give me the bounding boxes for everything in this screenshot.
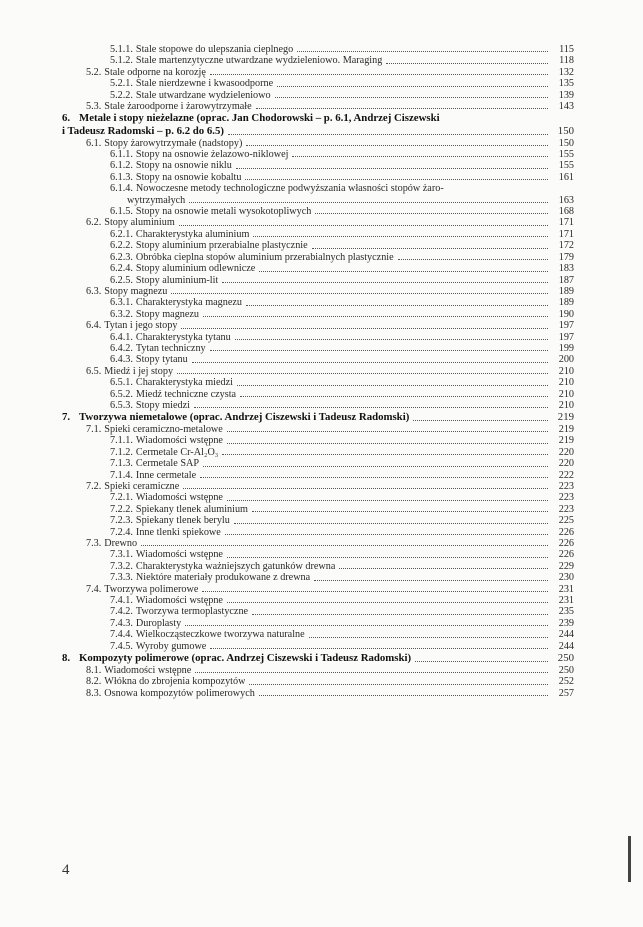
toc-entry (62, 252, 574, 263)
toc-entry-number: 6.4. (86, 320, 102, 332)
toc-entry (62, 229, 574, 240)
toc-entry-number: 6.2.4. (110, 263, 133, 275)
toc-entry-title: Stale martenzytyczne utwardzane wydzieleniowo. Maraging (135, 55, 383, 67)
toc-entry-page: 171 (558, 228, 574, 240)
toc-entry-number: 7.4.2. (110, 606, 133, 618)
toc-entry-number: 6.1.2. (110, 160, 133, 172)
toc-entry-title: Stopy tytanu (135, 354, 188, 366)
toc-entry (62, 595, 574, 606)
toc-entry (62, 320, 574, 331)
toc-entry-number: 6.2.2. (110, 240, 133, 252)
toc-entry-page: 244 (558, 640, 574, 652)
dot-leader (240, 395, 548, 397)
toc-entry (62, 424, 574, 435)
toc-entry (62, 549, 574, 560)
toc-entry-number: 7.4.3. (110, 617, 133, 629)
toc-entry-title: Stopy żarowytrzymałe (nadstopy) (104, 137, 243, 149)
toc-entry-title: Stopy na osnowie niklu (135, 160, 232, 172)
toc-entry (62, 309, 574, 320)
page-number: 4 (62, 862, 70, 878)
dot-leader (227, 430, 548, 432)
toc-entry-page: 155 (558, 160, 574, 172)
toc-entry-number: 6.5.2. (110, 388, 133, 400)
dot-leader (210, 73, 548, 75)
toc-entry-page: 150 (558, 137, 574, 149)
toc-entry-number: 7.3. (86, 538, 102, 550)
table-of-contents (62, 44, 574, 699)
toc-entry (62, 275, 574, 286)
toc-entry-page: 220 (558, 458, 574, 470)
toc-entry-page: 219 (557, 411, 574, 424)
toc-entry-title: Stopy na osnowie żelazowo-niklowej (135, 149, 289, 161)
toc-chapter (62, 112, 574, 137)
toc-entry-title: Tworzywa niemetalowe (oprac. Andrzej Ciszewski i Tadeusz Radomski) (79, 411, 410, 424)
toc-entry (62, 676, 574, 687)
toc-entry (62, 688, 574, 699)
dot-leader (194, 406, 548, 408)
toc-entry-page: 210 (558, 377, 574, 389)
toc-entry-number: 5.2.1. (110, 78, 133, 90)
dot-leader (256, 107, 548, 109)
toc-entry-title: Stale utwardzane wydzieleniowo (135, 89, 271, 101)
toc-entry (62, 343, 574, 354)
dot-leader (415, 660, 548, 662)
toc-entry-title: Osnowa kompozytów polimerowych (104, 687, 255, 699)
dot-leader (210, 349, 548, 351)
dot-leader (203, 315, 548, 317)
toc-entry-page: 155 (558, 149, 574, 161)
toc-entry-page: 183 (558, 263, 574, 275)
toc-entry-page: 197 (558, 331, 574, 343)
dot-leader (189, 201, 548, 203)
toc-entry-page: 250 (557, 652, 574, 665)
toc-entry-page: 225 (558, 515, 574, 527)
toc-entry (62, 447, 574, 458)
toc-entry-title: Charakterystyka tytanu (135, 331, 231, 343)
dot-leader (259, 270, 548, 272)
toc-entry-number: 6.5.3. (110, 399, 133, 411)
toc-entry-title: Spieki ceramiczno-metalowe (104, 423, 223, 435)
toc-entry-number: 8.3. (86, 687, 102, 699)
toc-entry (62, 400, 574, 411)
dot-leader (225, 533, 548, 535)
dot-leader (312, 247, 548, 249)
toc-entry-title: Spieki ceramiczne (104, 481, 180, 492)
toc-entry-title: Inne tlenki spiekowe (135, 526, 221, 538)
toc-entry-number: 6.1.4. (110, 183, 133, 195)
toc-entry-page: 223 (558, 481, 574, 492)
dot-leader (210, 647, 548, 649)
toc-entry-title: Tworzywa polimerowe (104, 583, 199, 595)
toc-entry-page: 163 (558, 194, 574, 206)
toc-entry-title: Stale żaroodporne i żarowytrzymałe (104, 101, 252, 113)
dot-leader (227, 601, 548, 603)
toc-entry (62, 149, 574, 160)
toc-entry-title: Kompozyty polimerowe (oprac. Andrzej Ciszewski i Tadeusz Radomski) (79, 652, 412, 665)
toc-entry-page: 222 (558, 469, 574, 481)
toc-entry-title: Stopy aluminium-lit (135, 274, 219, 286)
toc-entry-title: Inne cermetale (135, 469, 197, 481)
dot-leader (235, 338, 548, 340)
toc-entry (62, 101, 574, 112)
toc-entry-number: 7.2.1. (110, 492, 133, 504)
toc-entry-number: 7.2.4. (110, 526, 133, 538)
toc-entry (62, 641, 574, 652)
toc-entry-title: Spiekany tlenek aluminium (135, 503, 248, 515)
dot-leader (398, 258, 548, 260)
toc-entry-title: Stopy magnezu (135, 308, 200, 320)
toc-entry-number: 6.3.1. (110, 297, 133, 309)
dot-leader (246, 144, 548, 146)
toc-entry-page: 179 (558, 251, 574, 263)
dot-leader (203, 465, 548, 467)
toc-entry-number: 6.1.1. (110, 149, 133, 161)
toc-entry-title: Wiadomości wstępne (135, 435, 223, 447)
toc-entry-page: 239 (558, 617, 574, 629)
toc-entry-number: 7.1.4. (110, 469, 133, 481)
dot-leader (297, 50, 548, 52)
toc-entry-page: 118 (559, 55, 574, 67)
toc-entry-number: 8. (62, 652, 71, 665)
toc-entry-number: 6.3. (86, 285, 102, 297)
toc-entry-page: 161 (558, 171, 574, 183)
toc-entry-number: 7.4. (86, 583, 102, 595)
scan-edge-mark (628, 836, 631, 882)
dot-leader (179, 224, 548, 226)
dot-leader (277, 85, 548, 87)
toc-entry-number: 7. (62, 411, 71, 424)
dot-leader (315, 212, 548, 214)
toc-entry (62, 78, 574, 89)
toc-entry (62, 183, 574, 206)
toc-entry-number: 6.2.5. (110, 274, 133, 286)
toc-entry-page: 219 (558, 423, 574, 435)
toc-entry-title: Tytan techniczny (135, 342, 206, 354)
toc-entry-title: Stopy na osnowie kobaltu (135, 171, 242, 183)
toc-entry-page: 115 (559, 44, 574, 55)
toc-entry-number: 6.5. (86, 365, 102, 377)
toc-entry-title: Miedź techniczne czysta (135, 388, 237, 400)
dot-leader (252, 613, 548, 615)
toc-entry-number: 7.2. (86, 481, 102, 492)
toc-entry-title: Spiekany tlenek berylu (135, 515, 230, 527)
toc-entry-number: 6.4.3. (110, 354, 133, 366)
dot-leader (275, 96, 548, 98)
toc-entry (62, 55, 574, 66)
dot-leader (222, 281, 548, 283)
toc-entry-page: 257 (558, 687, 574, 699)
toc-chapter (62, 652, 574, 665)
toc-entry-title: Wielkocząsteczkowe tworzywa naturalne (135, 629, 305, 641)
toc-entry-number: 7.4.4. (110, 629, 133, 641)
toc-entry-title: Wiadomości wstępne (135, 549, 223, 561)
toc-entry (62, 217, 574, 228)
toc-entry (62, 470, 574, 481)
toc-entry-title: Wyroby gumowe (135, 640, 207, 652)
toc-entry-title: Charakterystyka miedzi (135, 377, 233, 389)
dot-leader (386, 62, 548, 64)
toc-chapter (62, 411, 574, 424)
toc-entry-number: 7.2.2. (110, 503, 133, 515)
toc-entry-page: 223 (558, 492, 574, 504)
dot-leader (309, 636, 548, 638)
toc-entry-number: 5.1.1. (110, 44, 133, 55)
toc-entry-title: Duroplasty (135, 617, 182, 629)
toc-entry-number: 6.1. (86, 137, 102, 149)
toc-entry (62, 160, 574, 171)
toc-entry-page: 250 (558, 664, 574, 676)
toc-entry-page: 210 (558, 388, 574, 400)
toc-entry-page: 219 (558, 435, 574, 447)
toc-entry (62, 389, 574, 400)
dot-leader (259, 694, 548, 696)
toc-entry-page: 252 (558, 676, 574, 688)
toc-entry (62, 504, 574, 515)
toc-entry-page: 230 (558, 572, 574, 584)
toc-entry-title: Obróbka cieplna stopów aluminium przerabialnych plastycznie (135, 251, 394, 263)
toc-entry-page: 189 (558, 285, 574, 297)
toc-entry-page: 139 (558, 89, 574, 101)
toc-entry-number: 7.1. (86, 423, 102, 435)
toc-entry-page: 231 (558, 583, 574, 595)
dot-leader (141, 544, 548, 546)
toc-entry-number: 7.3.3. (110, 572, 133, 584)
toc-entry-page: 231 (558, 595, 574, 607)
dot-leader (249, 683, 548, 685)
toc-entry (62, 538, 574, 549)
toc-entry (62, 366, 574, 377)
toc-entry-page: 229 (558, 560, 574, 572)
dot-leader (227, 442, 548, 444)
toc-entry-number: 7.3.1. (110, 549, 133, 561)
dot-leader (171, 292, 548, 294)
toc-entry-page: 226 (558, 538, 574, 550)
toc-entry-number: 6.2.1. (110, 228, 133, 240)
toc-entry-title: Stale stopowe do ulepszania cieplnego (135, 44, 294, 55)
toc-entry (62, 377, 574, 388)
toc-entry-page: 235 (558, 606, 574, 618)
toc-entry-page: 172 (558, 240, 574, 252)
dot-leader (339, 567, 548, 569)
toc-entry-title: Stopy miedzi (135, 399, 190, 411)
toc-entry-title: Stale odporne na korozję (104, 66, 206, 78)
toc-entry-title: Charakterystyka aluminium (135, 228, 250, 240)
toc-entry-page: 168 (558, 206, 574, 218)
dot-leader (181, 327, 548, 329)
dot-leader (234, 522, 548, 524)
toc-entry-title: Drewno (104, 538, 138, 550)
toc-entry-number: 7.1.3. (110, 458, 133, 470)
toc-entry-number: 6.1.5. (110, 206, 133, 218)
toc-entry-title: Metale i stopy nieżelazne (oprac. Jan Chodorowski – p. 6.1, Andrzej Ciszewski (79, 112, 440, 125)
toc-entry (62, 629, 574, 640)
toc-entry-page: 220 (558, 446, 574, 458)
dot-leader (314, 579, 548, 581)
toc-entry-number: 6.5.1. (110, 377, 133, 389)
toc-entry-number: 7.1.1. (110, 435, 133, 447)
toc-entry-title: Cermetale SAP (135, 458, 200, 470)
toc-entry-page: 199 (558, 342, 574, 354)
toc-entry-title: Wiadomości wstępne (135, 492, 223, 504)
toc-entry-title: Włókna do zbrojenia kompozytów (104, 676, 246, 688)
toc-entry-number: 5.2. (86, 66, 102, 78)
toc-entry-number: 6.2. (86, 217, 102, 229)
dot-leader (195, 671, 548, 673)
dot-leader (185, 624, 548, 626)
dot-leader (252, 510, 548, 512)
toc-entry-page: 226 (558, 526, 574, 538)
toc-entry-page: 226 (558, 549, 574, 561)
toc-entry (62, 332, 574, 343)
toc-entry-number: 6.2.3. (110, 251, 133, 263)
toc-entry-title-continuation: wytrzymałych (127, 194, 186, 206)
toc-entry (62, 297, 574, 308)
dot-leader (228, 133, 548, 135)
toc-entry (62, 435, 574, 446)
toc-entry-number: 5.2.2. (110, 89, 133, 101)
toc-entry (62, 206, 574, 217)
toc-entry (62, 515, 574, 526)
dot-leader (192, 361, 548, 363)
dot-leader (236, 167, 548, 169)
toc-entry (62, 90, 574, 101)
toc-entry-title: Stopy na osnowie metali wysokotopliwych (135, 206, 312, 218)
toc-entry-number: 6.3.2. (110, 308, 133, 320)
toc-entry-number: 6.4.2. (110, 342, 133, 354)
toc-entry-title: Stale nierdzewne i kwasoodporne (135, 78, 274, 90)
toc-entry (62, 263, 574, 274)
toc-entry (62, 527, 574, 538)
toc-entry (62, 44, 574, 55)
toc-entry-page: 190 (558, 308, 574, 320)
toc-entry-page: 197 (558, 320, 574, 332)
toc-entry-title: Wiadomości wstępne (135, 595, 223, 607)
toc-entry-title: Tworzywa termoplastyczne (135, 606, 249, 618)
toc-entry (62, 286, 574, 297)
toc-entry-number: 7.4.1. (110, 595, 133, 607)
toc-entry-title: Niektóre materiały produkowane z drewna (135, 572, 311, 584)
dot-leader (292, 155, 548, 157)
toc-entry-page: 143 (558, 101, 574, 113)
toc-entry (62, 67, 574, 78)
toc-entry (62, 138, 574, 149)
dot-leader (245, 178, 548, 180)
toc-entry-page: 244 (558, 629, 574, 641)
toc-entry-title: Charakterystyka magnezu (135, 297, 243, 309)
toc-entry-page: 200 (558, 354, 574, 366)
toc-entry-number: 5.1.2. (110, 55, 133, 67)
toc-entry-number: 5.3. (86, 101, 102, 113)
toc-entry (62, 584, 574, 595)
toc-entry-title: Wiadomości wstępne (104, 664, 192, 676)
dot-leader (222, 453, 548, 455)
toc-entry (62, 492, 574, 503)
toc-entry (62, 618, 574, 629)
dot-leader (183, 487, 548, 489)
dot-leader (202, 590, 548, 592)
toc-entry-title: Nowoczesne metody technologiczne podwyższania własności stopów żaro- (135, 183, 444, 195)
toc-entry-page: 150 (557, 125, 574, 138)
toc-entry-title: Miedź i jej stopy (104, 365, 174, 377)
toc-entry (62, 172, 574, 183)
dot-leader (177, 372, 548, 374)
toc-entry-page: 210 (558, 365, 574, 377)
toc-entry (62, 606, 574, 617)
toc-entry-title: Stopy magnezu (104, 285, 168, 297)
toc-entry-number: 8.2. (86, 676, 102, 688)
toc-entry-page: 223 (558, 503, 574, 515)
toc-entry (62, 458, 574, 469)
toc-entry-number: 6.1.3. (110, 171, 133, 183)
toc-entry-number: 7.3.2. (110, 560, 133, 572)
toc-entry-number: 6.4.1. (110, 331, 133, 343)
toc-entry-title: Stopy aluminium odlewnicze (135, 263, 256, 275)
dot-leader (227, 499, 548, 501)
toc-entry (62, 481, 574, 492)
toc-entry-page: 132 (558, 66, 574, 78)
toc-entry-number: 7.2.3. (110, 515, 133, 527)
dot-leader (227, 556, 548, 558)
dot-leader (200, 476, 548, 478)
dot-leader (253, 235, 548, 237)
toc-entry-number: 6. (62, 112, 71, 125)
toc-entry-title: Stopy aluminium (104, 217, 175, 229)
toc-entry-title: Charakterystyka ważniejszych gatunków drewna (135, 560, 336, 572)
toc-entry-title-continuation: i Tadeusz Radomski – p. 6.2 do 6.5) (62, 125, 224, 138)
toc-entry-number: 8.1. (86, 664, 102, 676)
toc-entry (62, 665, 574, 676)
toc-entry-page: 171 (558, 217, 574, 229)
toc-entry-title: Cermetale Cr-Al₂O₃ (135, 446, 219, 458)
dot-leader (246, 304, 548, 306)
dot-leader (237, 384, 548, 386)
toc-entry-title: Stopy aluminium przerabialne plastycznie (135, 240, 308, 252)
toc-entry-page: 210 (558, 399, 574, 411)
toc-entry-number: 7.1.2. (110, 446, 133, 458)
toc-entry-number: 7.4.5. (110, 640, 133, 652)
toc-entry-page: 189 (558, 297, 574, 309)
toc-entry (62, 561, 574, 572)
toc-entry (62, 240, 574, 251)
toc-entry (62, 354, 574, 365)
toc-entry (62, 572, 574, 583)
toc-entry-page: 135 (558, 78, 574, 90)
toc-entry-title: Tytan i jego stopy (104, 320, 178, 332)
dot-leader (413, 419, 548, 421)
toc-entry-page: 187 (558, 274, 574, 286)
